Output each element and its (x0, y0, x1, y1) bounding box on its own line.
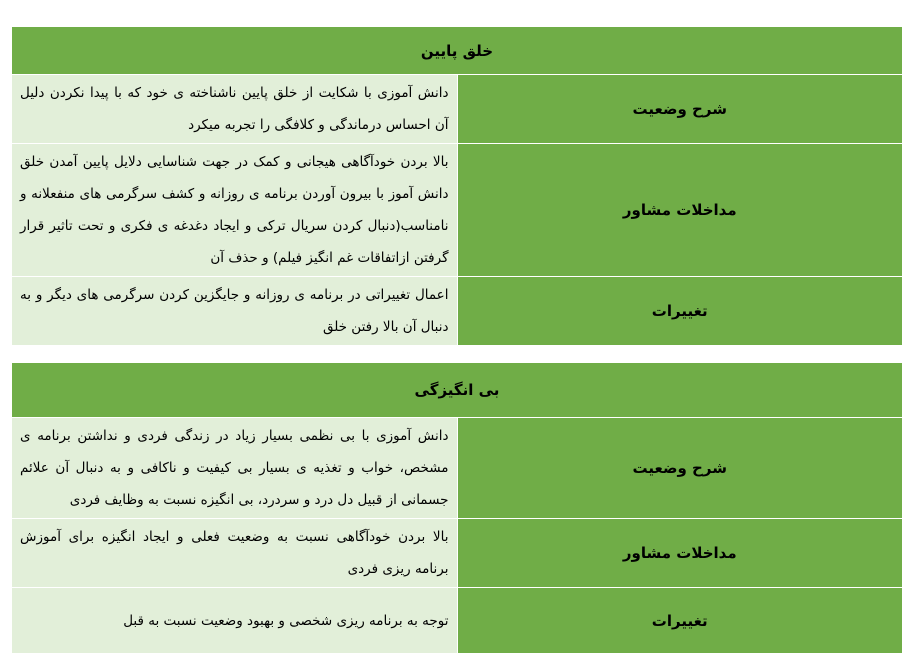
table-row (12, 277, 903, 346)
row-label-situation: شرح وضعیت (457, 418, 903, 519)
row-label-interventions: مداخلات مشاور (457, 144, 903, 277)
table-row (12, 144, 903, 277)
table-row (12, 519, 903, 588)
table-row (12, 75, 903, 144)
row-text-changes: توجه به برنامه ریزی شخصی و بهبود وضعیت نسبت به قبل (12, 588, 458, 654)
row-text-interventions: بالا بردن خودآگاهی هیجانی و کمک در جهت شناسایی دلایل پایین آمدن خلق دانش آموز با بیرون آوردن برنامه ی روزانه و کشف سرگرمی های منفعلانه و نامناسب(دنبال کردن سریال ترکی و ایجاد دغدغه ی فکری و تحت تاثیر قرار گرفتن ازاتفاقات غم انگیز فیلم) و حذف آن (12, 144, 458, 277)
table-lack-of-motivation (11, 362, 903, 654)
table-row (12, 418, 903, 519)
row-label-situation: شرح وضعیت (457, 75, 903, 144)
row-text-interventions: بالا بردن خودآگاهی نسبت به وضعیت فعلی و ایجاد انگیزه برای آموزش برنامه ریزی فردی (12, 519, 458, 588)
row-text-situation: دانش آموزی با شکایت از خلق پایین ناشناخته ی خود که با پیدا نکردن دلیل آن احساس درماندگی و کلافگی را تجربه میکرد (12, 75, 458, 144)
row-label-interventions: مداخلات مشاور (457, 519, 903, 588)
table-low-mood (11, 26, 903, 346)
row-text-situation: دانش آموزی با بی نظمی بسیار زیاد در زندگی فردی و نداشتن برنامه ی مشخص، خواب و تغذیه ی بسیار بی کیفیت و ناکافی و به دنبال آن علائم جسمانی از قبیل دل درد و سردرد، بی انگیزه نسبت به وظایف فردی (12, 418, 458, 519)
row-text-changes: اعمال تغییراتی در برنامه ی روزانه و جایگزین کردن سرگرمی های دیگر و به دنبال آن بالا رفتن خلق (12, 277, 458, 346)
table-title: خلق پایین (12, 27, 903, 75)
table-title: بی انگیزگی (12, 363, 903, 418)
row-label-changes: تغییرات (457, 588, 903, 654)
row-label-changes: تغییرات (457, 277, 903, 346)
table-row (12, 588, 903, 654)
